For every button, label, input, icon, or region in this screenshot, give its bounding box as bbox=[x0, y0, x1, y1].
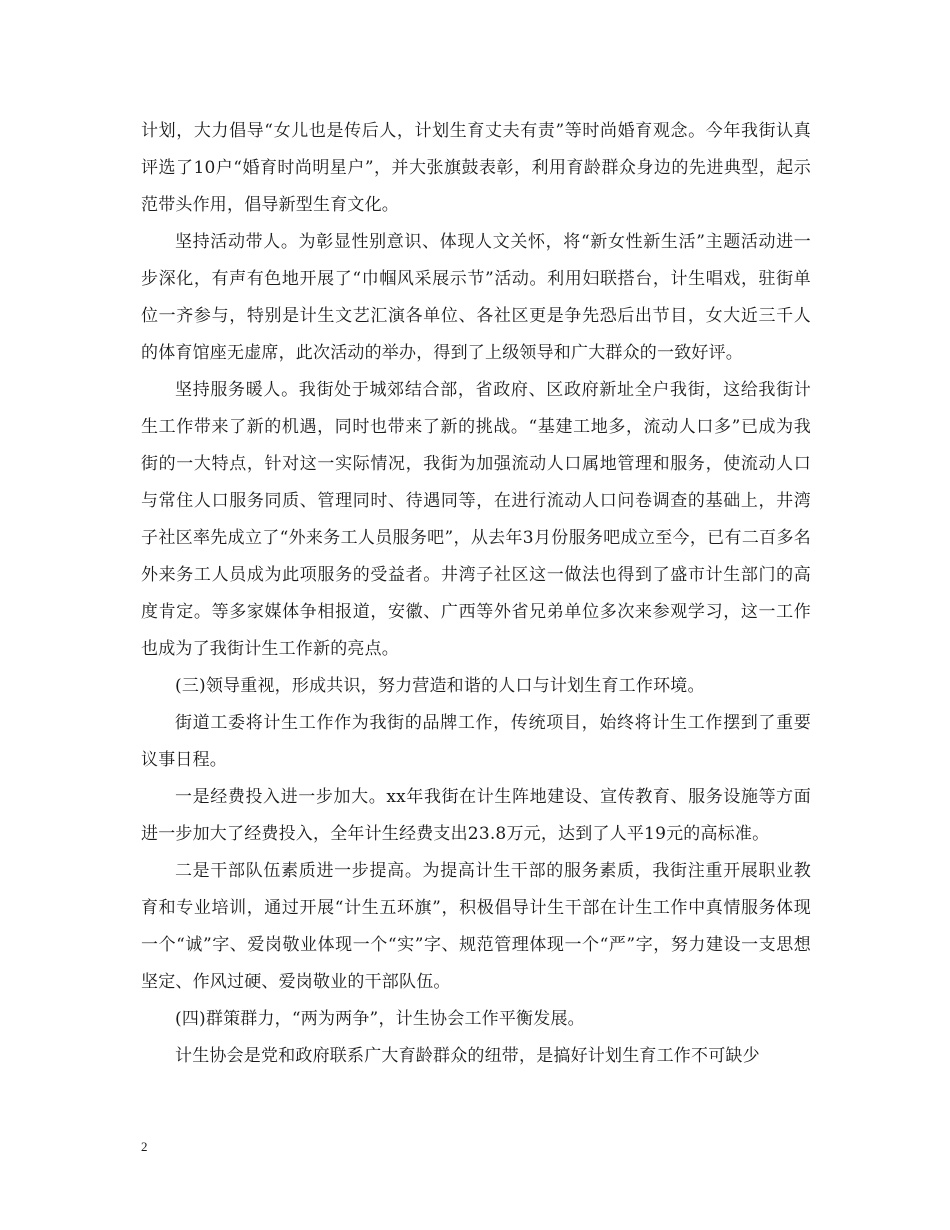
paragraph: 二是干部队伍素质进一步提高。为提高计生干部的服务素质，我街注重开展职业教育和专业培训，通过开展“计生五环旗”，积极倡导计生干部在计生工作中真情服务体现一个“诚”字、爱岗敬业体现一个“实”字、规范管理体现一个“严”字，努力建设一支思想坚定、作风过硬、爱岗敬业的干部队伍。 bbox=[141, 861, 811, 992]
paragraph: 坚持服务暖人。我街处于城郊结合部，省政府、区政府新址全户我街，这给我街计生工作带来了新的机遇，同时也带来了新的挑战。“基建工地多，流动人口多”已成为我街的一大特点，针对这一实际情况，我街为加强流动人口属地管理和服务，使流动人口与常住人口服务同质、管理同时、待遇同等，在进行流动人口问卷调查的基础上，井湾子社区率先成立了“外来务工人员服务吧”，从去年3月份服务吧成立至今，已有二百多名外来务工人员成为此项服务的受益者。井湾子社区这一做法也得到了盛市计生部门的高度肯定。等多家媒体争相报道，安徽、广西等外省兄弟单位多次来参观学习，这一工作也成为了我街计生工作新的亮点。 bbox=[141, 380, 811, 659]
paragraph: 街道工委将计生工作作为我街的品牌工作，传统项目，始终将计生工作摆到了重要议事日程。 bbox=[141, 713, 811, 770]
page-number: 2 bbox=[141, 1139, 148, 1154]
section-heading: (四)群策群力，“两为两争”，计生协会工作平衡发展。 bbox=[175, 1009, 585, 1029]
section-heading: (三)领导重视，形成共识，努力营造和谐的人口与计划生育工作环境。 bbox=[175, 676, 705, 696]
paragraph: 计生协会是党和政府联系广大育龄群众的纽带，是搞好计划生育工作不可缺少 bbox=[175, 1046, 760, 1066]
document-body bbox=[141, 113, 811, 1075]
paragraph: 计划，大力倡导“女儿也是传后人，计划生育丈夫有责”等时尚婚育观念。今年我街认真评选了10户“婚育时尚明星户”，并大张旗鼓表彰，利用育龄群众身边的先进典型，起示范带头作用，倡导新型生育文化。 bbox=[141, 121, 811, 215]
paragraph: 坚持活动带人。为彰显性别意识、体现人文关怀，将“新女性新生活”主题活动进一步深化，有声有色地开展了“巾帼风采展示节”活动。利用妇联搭台，计生唱戏，驻街单位一齐参与，特别是计生文艺汇演各单位、各社区更是争先恐后出节目，女大近三千人的体育馆座无虚席，此次活动的举办，得到了上级领导和广大群众的一致好评。 bbox=[141, 232, 811, 363]
paragraph: 一是经费投入进一步加大。xx年我街在计生阵地建设、宣传教育、服务设施等方面进一步加大了经费投入，全年计生经费支出23.8万元，达到了人平19元的高标准。 bbox=[141, 787, 811, 844]
